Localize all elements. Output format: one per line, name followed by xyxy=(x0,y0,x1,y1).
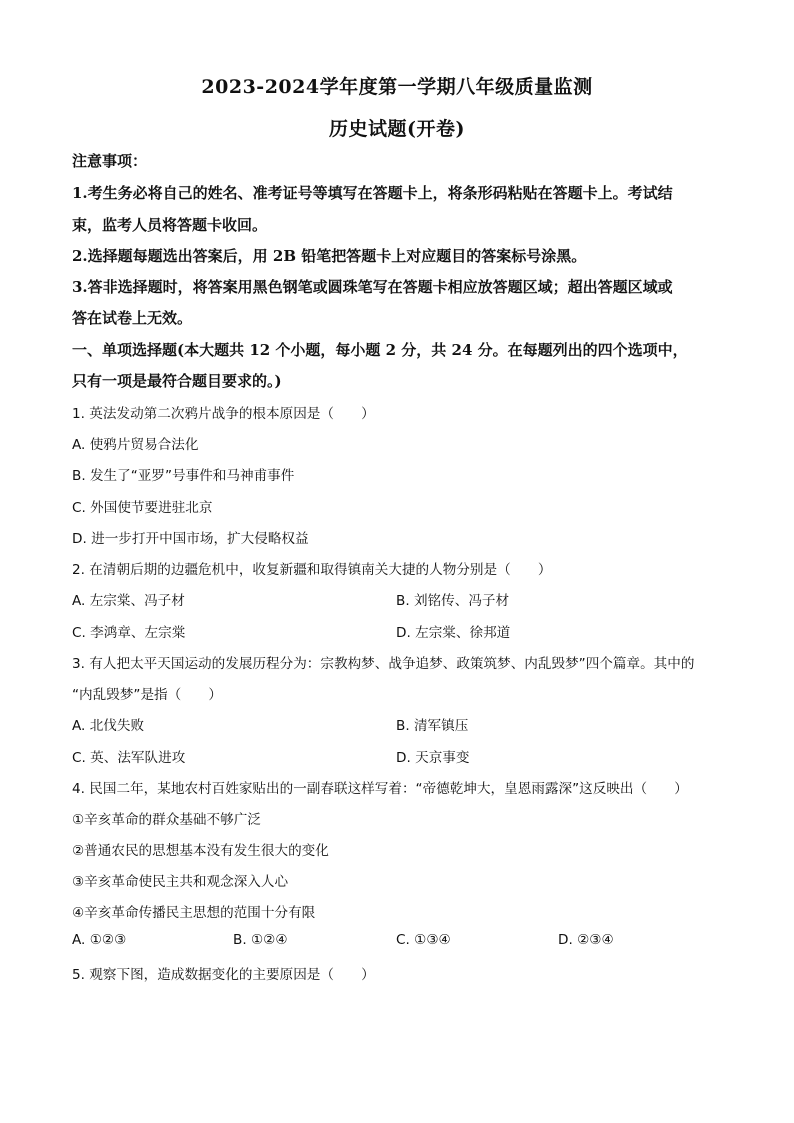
question-3-stem-b: “内乱毁梦”是指（ ） xyxy=(72,687,223,703)
question-4-option-d: D. ②③④ xyxy=(558,932,614,948)
question-3-option-b: B. 清军镇压 xyxy=(396,718,469,734)
question-3-option-c: C. 英、法军队进攻 xyxy=(72,750,186,766)
question-1-option-d: D. 进一步打开中国市场，扩大侵略权益 xyxy=(72,531,309,547)
question-4-option-b: B. ①②④ xyxy=(233,932,288,948)
question-3-option-d: D. 天京事变 xyxy=(396,750,470,766)
question-1-option-b: B. 发生了“亚罗”号事件和马神甫事件 xyxy=(72,468,295,484)
question-4-statement-1: ①辛亥革命的群众基础不够广泛 xyxy=(72,812,261,828)
question-1-stem: 1. 英法发动第二次鸦片战争的根本原因是（ ） xyxy=(72,406,375,422)
question-2-option-a: A. 左宗棠、冯子材 xyxy=(72,593,185,609)
question-4-option-c: C. ①③④ xyxy=(396,932,451,948)
section-heading-a: 一、单项选择题(本大题共 12 个小题，每小题 2 分，共 24 分。在每题列出的四个选项中， xyxy=(72,341,688,359)
question-2-option-b: B. 刘铭传、冯子材 xyxy=(396,593,510,609)
question-4-option-a: A. ①②③ xyxy=(72,932,127,948)
exam-title: 2023-2024学年度第一学期八年级质量监测 xyxy=(201,76,593,98)
question-4-statement-3: ③辛亥革命使民主共和观念深入人心 xyxy=(72,874,289,890)
question-1-option-c: C. 外国使节要进驻北京 xyxy=(72,500,213,516)
question-3-stem-a: 3. 有人把太平天国运动的发展历程分为：宗教构梦、战争追梦、政策筑梦、内乱毁梦”四个篇章。其中的 xyxy=(72,656,695,672)
notice-item-3a: 3.答非选择题时，将答案用黑色钢笔或圆珠笔写在答题卡相应放答题区域；超出答题区域或 xyxy=(72,278,673,296)
section-heading-b: 只有一项是最符合题目要求的。) xyxy=(72,372,282,390)
question-2-stem: 2. 在清朝后期的边疆危机中，收复新疆和取得镇南关大捷的人物分别是（ ） xyxy=(72,562,552,578)
notice-item-2: 2.选择题每题选出答案后，用 2B 铅笔把答题卡上对应题目的答案标号涂黑。 xyxy=(72,247,587,265)
notice-heading: 注意事项： xyxy=(72,152,148,170)
notice-item-1a: 1.考生务必将自己的姓名、准考证号等填写在答题卡上，将条形码粘贴在答题卡上。考试结 xyxy=(72,184,673,202)
exam-subtitle: 历史试题(开卷) xyxy=(329,118,465,140)
question-4-stem: 4. 民国二年，某地农村百姓家贴出的一副春联这样写着：“帝德乾坤大，皇恩雨露深”这反映出（ ） xyxy=(72,781,688,797)
question-1-option-a: A. 使鸦片贸易合法化 xyxy=(72,437,199,453)
question-2-option-d: D. 左宗棠、徐邦道 xyxy=(396,625,511,641)
question-4-statement-2: ②普通农民的思想基本没有发生很大的变化 xyxy=(72,843,329,859)
question-3-option-a: A. 北伐失败 xyxy=(72,718,145,734)
question-4-statement-4: ④辛亥革命传播民主思想的范围十分有限 xyxy=(72,905,316,921)
notice-item-3b: 答在试卷上无效。 xyxy=(72,309,193,327)
question-2-option-c: C. 李鸿章、左宗棠 xyxy=(72,625,186,641)
question-5-stem: 5. 观察下图，造成数据变化的主要原因是（ ） xyxy=(72,967,375,983)
notice-item-1b: 束，监考人员将答题卡收回。 xyxy=(72,216,268,234)
